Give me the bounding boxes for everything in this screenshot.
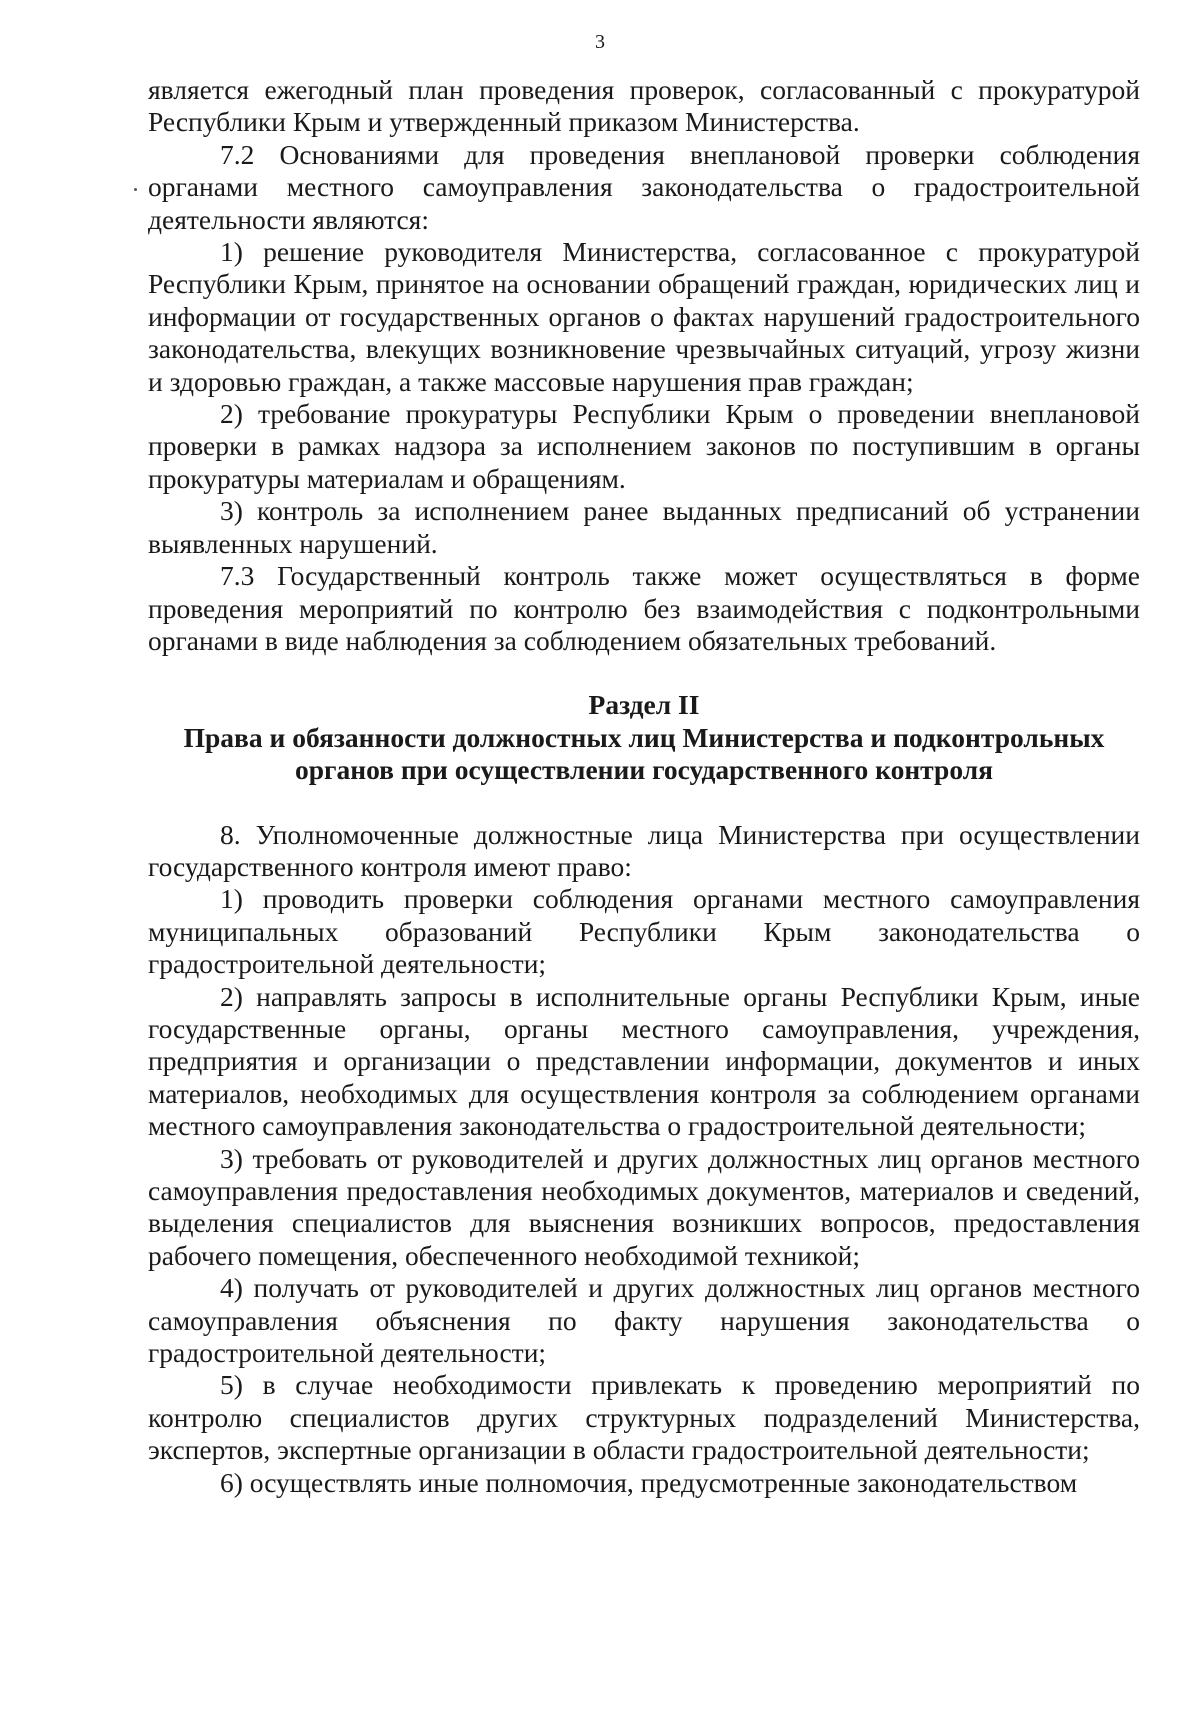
paragraph-7-3: 7.3 Государственный контроль также может осуществляться в форме проведения мероприятий по контролю без взаимодействия с подконтрольными органами в виде наблюдения за соблюдением обязательных требований. [148, 560, 1140, 656]
section-number: Раздел II [588, 689, 700, 721]
paragraph-8-item-3: 3) требовать от руководителей и других должностных лиц органов местного самоуправления предоставления необходимых документов, материалов и сведений, выделения специалистов для выяснения возникших вопросов, предоставления рабочего помещения, обеспеченного необходимой техникой; [148, 1142, 1140, 1271]
document-body [148, 74, 1140, 1499]
scan-dot [134, 188, 137, 191]
section-title: Права и обязанности должностных лиц Министерства и подконтрольных органов при осуществлении государственного контроля [183, 721, 1105, 786]
paragraph-8-item-4: 4) получать от руководителей и других должностных лиц органов местного самоуправления объяснения по факту нарушения законодательства о градостроительной деятельности; [148, 1272, 1140, 1369]
page-number: 3 [595, 31, 605, 53]
paragraph-8-item-5: 5) в случае необходимости привлекать к проведению мероприятий по контролю специалистов других структурных подразделений Министерства, экспертов, экспертные организации в области градостроительной деятельности; [148, 1369, 1140, 1466]
paragraph-7-2-item-3: 3) контроль за исполнением ранее выданных предписаний об устранении выявленных нарушений. [148, 495, 1140, 559]
paragraph-7-2-item-2: 2) требование прокуратуры Республики Крым о проведении внеплановой проверки в рамках надзора за исполнением законов по поступившим в органы прокуратуры материалам и обращениям. [148, 398, 1140, 494]
paragraph-7-2: 7.2 Основаниями для проведения внеплановой проверки соблюдения органами местного самоуправления законодательства о градостроительной деятельности являются: [148, 138, 1140, 235]
paragraph-8-item-2: 2) направлять запросы в исполнительные органы Республики Крым, иные государственные органы, органы местного самоуправления, учреждения, предприятия и организации о представлении информации, документов и иных материалов, необходимых для осуществления контроля за соблюдением органами местного самоуправления законодательства о градостроительной деятельности; [148, 980, 1140, 1142]
paragraph-continuation: является ежегодный план проведения проверок, согласованный с прокуратурой Республики Крым и утвержденный приказом Министерства. [148, 74, 1140, 138]
paragraph-7-2-item-1: 1) решение руководителя Министерства, согласованное с прокуратурой Республики Крым, принятое на основании обращений граждан, юридических лиц и информации от государственных органов о фактах нарушений градостроительного законодательства, влекущих возникновение чрезвычайных ситуаций, угрозу жизни и здоровью граждан, а также массовые нарушения прав граждан; [148, 236, 1140, 397]
paragraph-8-item-1: 1) проводить проверки соблюдения органами местного самоуправления муниципальных образований Республики Крым законодательства о градостроительной деятельности; [148, 883, 1140, 980]
section-heading [148, 689, 1140, 786]
paragraph-8: 8. Уполномоченные должностные лица Министерства при осуществлении государственного контроля имеют право: [148, 818, 1140, 882]
paragraph-8-item-6: 6) осуществлять иные полномочия, предусмотренные законодательством [220, 1466, 1078, 1498]
